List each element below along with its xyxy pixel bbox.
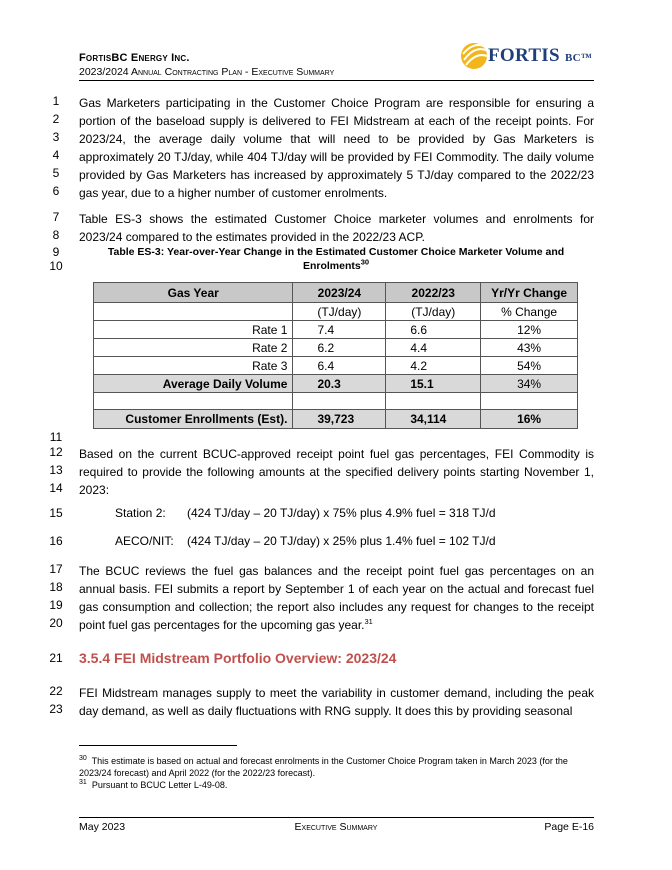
line-number: 11 xyxy=(49,430,63,444)
footnote-text: This estimate is based on actual and forecast enrolments in the Customer Choice Program taken in March 2023 (for the 2023/24 forecast) and April 2022 (for the 2022/23 forecast). xyxy=(79,756,568,778)
line-number: 18 xyxy=(49,580,63,594)
line-number: 17 xyxy=(49,562,63,576)
line-number: 20 xyxy=(49,616,63,630)
header-divider xyxy=(79,80,594,81)
table-cell: Rate 3 xyxy=(94,357,293,375)
header-subtitle: 2023/2024 Annual Contracting Plan - Executive Summary xyxy=(79,66,335,78)
logo-wordmark xyxy=(488,45,592,67)
paragraph-bcuc-review xyxy=(79,562,594,634)
logo-wordmark-suffix: BC xyxy=(564,52,581,64)
line-number: 14 xyxy=(49,481,63,495)
table-row xyxy=(94,357,578,375)
table-cell xyxy=(293,393,386,410)
table-header-cell: 2023/24 xyxy=(293,283,386,303)
table-cell xyxy=(481,393,578,410)
paragraph-midstream xyxy=(79,684,594,720)
footnote-ref: 31 xyxy=(364,617,373,626)
header-company: FortisBC Energy Inc. xyxy=(79,52,190,64)
line-number: 19 xyxy=(49,598,63,612)
line-number: 12 xyxy=(49,445,63,459)
formula-aeco-expr: (424 TJ/day – 20 TJ/day) x 25% plus 1.4% fuel = 102 TJ/d xyxy=(187,534,496,548)
paragraph-gas-marketers xyxy=(79,94,594,202)
line-number: 22 xyxy=(49,684,63,698)
table-cell xyxy=(386,393,481,410)
table-units-row xyxy=(94,303,578,321)
paragraph-text xyxy=(79,562,594,634)
line-number: 5 xyxy=(52,166,60,180)
table-cell: 6.4 xyxy=(293,357,386,375)
table-cell: 43% xyxy=(481,339,578,357)
table-cell: Average Daily Volume xyxy=(94,375,293,393)
line-number: 8 xyxy=(52,228,60,242)
line-number: 2 xyxy=(52,112,60,126)
table-cell: 16% xyxy=(481,410,578,429)
table-cell: 6.6 xyxy=(386,321,481,339)
paragraph-text: Table ES-3 shows the estimated Customer Choice marketer volumes and enrolments for 2023/24 compared to the estimates provided in the 2022/23 ACP. xyxy=(79,212,594,244)
footnote-divider xyxy=(79,745,237,746)
table-cell: Customer Enrollments (Est). xyxy=(94,410,293,429)
table-cell: 34% xyxy=(481,375,578,393)
paragraph-table-intro xyxy=(79,210,594,246)
line-number: 21 xyxy=(49,651,63,665)
formula-station2-expr: (424 TJ/day – 20 TJ/day) x 75% plus 4.9% fuel = 318 TJ/d xyxy=(187,506,496,520)
footnote-31 xyxy=(79,779,599,791)
paragraph-text: Based on the current BCUC-approved receipt point fuel gas percentages, FEI Commodity is required to provide the following amounts at the specified delivery points starting November 1, 2023: xyxy=(79,447,594,497)
table-es3 xyxy=(93,282,578,429)
table-header-cell: Yr/Yr Change xyxy=(481,283,578,303)
table-cell xyxy=(94,303,293,321)
table-row-enrolments xyxy=(94,410,578,429)
table-cell: 34,114 xyxy=(386,410,481,429)
table-cell: 54% xyxy=(481,357,578,375)
table-row-average xyxy=(94,375,578,393)
line-number: 1 xyxy=(52,94,60,108)
line-number: 6 xyxy=(52,184,60,198)
footnote-text: Pursuant to BCUC Letter L-49-08. xyxy=(91,780,228,790)
footer-date: May 2023 xyxy=(79,821,126,833)
table-row xyxy=(94,339,578,357)
formula-station2-label: Station 2: xyxy=(115,506,166,520)
line-number: 7 xyxy=(52,210,60,224)
paragraph-fuel-gas xyxy=(79,445,594,499)
footer-divider xyxy=(79,817,594,818)
table-cell: 4.2 xyxy=(386,357,481,375)
paragraph-text: Gas Marketers participating in the Customer Choice Program are responsible for ensuring a portion of the baseload supply is delivered to FEI Midstream at each of the receipt points. For 2023/24, the average daily volume that will need to be provided by Gas Marketers is approximately 20 TJ/day, while 404 TJ/day will be provided by FEI Commodity. The daily volume provided by Gas Marketers has increased by approximately 5 TJ/day compared to the 2022/23 gas year, due to a higher number of customer enrolments. xyxy=(79,96,594,200)
line-number: 4 xyxy=(52,148,60,162)
table-cell: Rate 2 xyxy=(94,339,293,357)
footnote-30 xyxy=(79,755,599,779)
table-caption-text: Table ES-3: Year-over-Year Change in the Estimated Customer Choice Marketer Volume and Enrolments xyxy=(107,246,565,272)
paragraph-text-span: The BCUC reviews the fuel gas balances and the receipt point fuel gas percentages on an annual basis. FEI submits a report by September 1 of each year on the actual and forecast fuel gas consumption and collection; the report also includes any request for changes to the receipt point fuel gas percentages for the upcoming gas year. xyxy=(79,564,594,632)
table-cell: 12% xyxy=(481,321,578,339)
line-number: 23 xyxy=(49,702,63,716)
footnote-ref: 30 xyxy=(360,257,370,267)
table-cell: 15.1 xyxy=(386,375,481,393)
footnote-number: 30 xyxy=(79,755,87,762)
line-number: 9 xyxy=(52,245,60,259)
line-number: 3 xyxy=(52,130,60,144)
table-cell: 6.2 xyxy=(293,339,386,357)
table-header-cell: Gas Year xyxy=(94,283,293,303)
formula-aeco-label: AECO/NIT: xyxy=(115,534,174,548)
table-row xyxy=(94,321,578,339)
table-cell: Rate 1 xyxy=(94,321,293,339)
line-number: 10 xyxy=(49,259,63,273)
table-cell: (TJ/day) xyxy=(386,303,481,321)
table-cell: % Change xyxy=(481,303,578,321)
footer-page-number: Page E-16 xyxy=(544,821,594,833)
table-caption xyxy=(94,245,578,273)
footer-title: Executive Summary xyxy=(294,821,378,833)
table-cell: (TJ/day) xyxy=(293,303,386,321)
paragraph-text: FEI Midstream manages supply to meet the variability in customer demand, including the peak day demand, as well as daily fluctuations with RNG supply. It does this by providing seasonal xyxy=(79,686,594,718)
table-cell: 39,723 xyxy=(293,410,386,429)
table-cell xyxy=(94,393,293,410)
table-header-cell: 2022/23 xyxy=(386,283,481,303)
line-number: 16 xyxy=(49,534,63,548)
logo-wordmark-main: FORTIS xyxy=(488,45,560,66)
table-cell: 7.4 xyxy=(293,321,386,339)
table-row-blank xyxy=(94,393,578,410)
table-cell: 4.4 xyxy=(386,339,481,357)
table-cell: 20.3 xyxy=(293,375,386,393)
line-number: 15 xyxy=(49,506,63,520)
section-heading: 3.5.4 FEI Midstream Portfolio Overview: 2023/24 xyxy=(79,650,397,666)
logo-trademark: ™ xyxy=(580,52,593,64)
line-number: 13 xyxy=(49,463,63,477)
footnote-number: 31 xyxy=(79,779,87,786)
